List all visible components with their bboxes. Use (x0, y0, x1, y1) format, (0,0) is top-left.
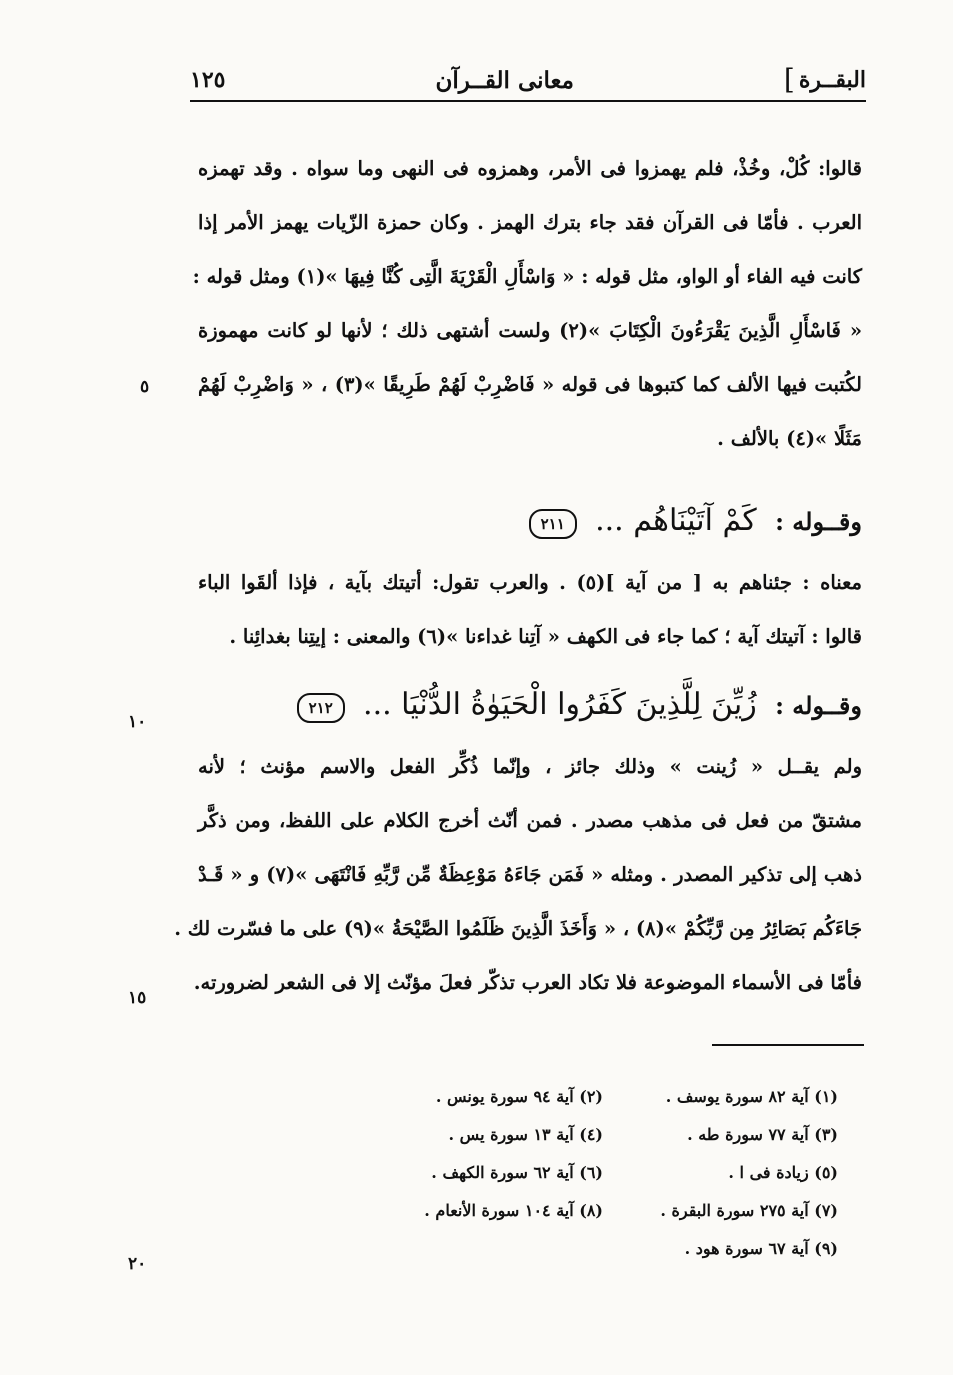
footnote-row (368, 1230, 838, 1268)
text-line: « فَاسْأَلِ الَّذِينَ يَقْرَءُونَ الْكِتَابَ »(٢) ولست أشتهى ذلك ؛ لأنها لو كانت مهموزة (198, 319, 862, 342)
paragraph-3 (174, 670, 862, 1010)
line-count-marker: ١٠ (128, 712, 147, 732)
paragraph-1 (192, 142, 862, 466)
verse-heading (198, 670, 862, 740)
paragraph-2 (198, 486, 862, 664)
footnote-row (368, 1192, 838, 1230)
header-surah (783, 63, 866, 96)
footnote-row (368, 1078, 838, 1116)
footnote: (٦) آية ٦٢ سورة الكهف . (431, 1163, 603, 1182)
verse-heading (198, 486, 862, 556)
line-count-marker: ٢٠ (128, 1254, 147, 1274)
footnote: (١) آية ٨٢ سورة يوسف . (665, 1087, 838, 1106)
running-header (190, 58, 866, 102)
text-line: ذهب إلى تذكير المصدر . ومثله « فَمَن جَاءَهُ مَوْعِظَةٌ مِّن رَّبِّهِ فَانْتَهَى »(٧) و « قَـدْ (198, 863, 862, 886)
header-rule (190, 100, 866, 102)
quran-verse-text: كَمْ آتَيْنَاهُم ... (595, 503, 757, 538)
footnote: (٢) آية ٩٤ سورة يونس . (435, 1087, 603, 1106)
header-bracket: ] (783, 63, 795, 96)
header-surah-name: البقــرة (798, 67, 866, 93)
footnote: (٩) آية ٦٧ سورة هود . (684, 1239, 838, 1258)
verse-heading-label: وقــوله : (775, 507, 862, 536)
verse-number-badge: ٢١١ (529, 509, 577, 539)
footnotes (368, 1078, 838, 1268)
text-line: مَثَلًا »(٤) بالألف . (717, 427, 862, 450)
quran-verse-text: زُيِّنَ لِلَّذِينَ كَفَرُوا الْحَيَوٰةُ الدُّنْيَا ... (363, 687, 757, 722)
footnote: (٤) آية ١٣ سورة يس . (448, 1125, 603, 1144)
verse-heading-label: وقــوله : (775, 691, 862, 720)
text-line: جَاءَكُم بَصَائِرُ مِن رَّبِّكُمْ »(٨) ، « وَأَخَذَ الَّذِينَ ظَلَمُوا الصَّيْحَةُ »(٩) على ما فسّرت لك . (174, 917, 862, 940)
footnote: (٣) آية ٧٧ سورة طه . (687, 1125, 838, 1144)
footnote-row (368, 1154, 838, 1192)
footnote-separator (712, 1044, 864, 1046)
text-line: معناه : جئناهم به [ من آية ](٥) . والعرب تقول: أتيتك بآية ، فإذا ألقَوا الباء (198, 571, 862, 594)
footnote-row (368, 1116, 838, 1154)
text-line: العرب . فأمّا فى القرآن فقد جاء بترك الهمز . وكان حمزة الزّيات يهمز الأمر إذا (198, 211, 862, 234)
text-line: كانت فيه الفاء أو الواو، مثل قوله : « وَاسْأَلِ الْقَرْيَةَ الَّتِى كُنَّا فِيهَا »(١) ومثل قوله : (192, 265, 862, 288)
footnote: (٧) آية ٢٧٥ سورة البقرة . (660, 1201, 838, 1220)
footnote: (٨) آية ١٠٤ سورة الأنعام . (424, 1201, 603, 1220)
text-line: لكُتبت فيها الألف كما كتبوها فى قوله « فَاضْرِبْ لَهُمْ طَرِيقًا »(٣) ، « وَاضْرِبْ لَهُمْ (198, 373, 862, 396)
line-count-marker: ٥ (140, 377, 150, 397)
text-line: فأمّا فى الأسماء الموضوعة فلا تكاد العرب تذكّر فعلَ مؤنّث إلا فى الشعر لضرورته. (193, 971, 862, 994)
verse-number-badge: ٢١٢ (297, 693, 345, 723)
text-line: ولم يقــل « زُينت » وذلك جائز ، وإنّما ذُكِّر الفعل والاسم مؤنث ؛ لأنه (198, 755, 862, 778)
page-number: ١٢٥ (190, 67, 226, 93)
line-count-marker: ١٥ (128, 988, 147, 1008)
text-line: مشتقّ من فعل فى مذهب مصدر . فمن أنّث أخرج الكلام على اللفظ، ومن ذكَّر (198, 809, 862, 832)
main-text (174, 142, 862, 1010)
text-line: قالوا: كُلْ، وخُذْ، فلم يهمزوا فى الأمر، وهمزوه فى النهى وما سواه . وقد تهمزه (198, 157, 862, 180)
header-book-title: معانى القــرآن (435, 66, 574, 94)
text-line: قالوا : آتيتك آية ؛ كما جاء فى الكهف « آتِنا غداءنا »(٦) والمعنى : إيتِنا بغدائِنا . (229, 625, 862, 648)
footnote: (٥) زيادة فى ا . (728, 1163, 838, 1182)
